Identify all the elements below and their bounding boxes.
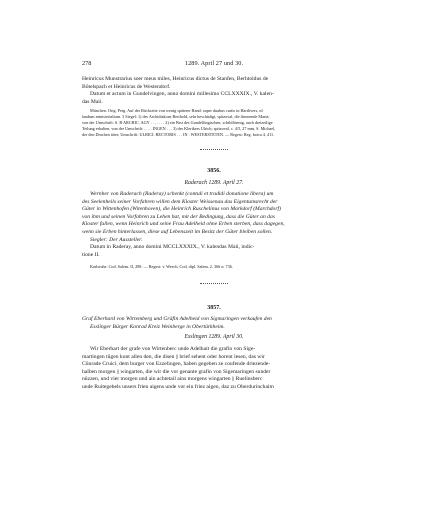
document-number: 3856. bbox=[207, 168, 221, 174]
place-date: Esslingen 1289. April 30. bbox=[184, 334, 244, 340]
separator-rule bbox=[200, 149, 228, 150]
regest-line: Güter in Wittenhofen (Witenhoven), die Heinrich Ruschelinus von Markdorf (Marchdorf) bbox=[82, 206, 281, 213]
regest bbox=[82, 191, 352, 259]
separator-rule bbox=[200, 283, 228, 284]
note-line: laudum ministerialium. 3 Siegel: 1) des Archidiakons Berthold, sehr beschädigt, spitzoval, die thronende Maria; bbox=[82, 114, 270, 119]
text-line: martingen tûgen kunt allen den, die disen || brief sehent oder horent lesen, das wir bbox=[82, 353, 265, 360]
text-line: das Maii. bbox=[82, 98, 103, 105]
regest-line: wenn sie Erben hinterlassen, diese auf Lebenszeit im Besitz der Güter bleiben sollen. bbox=[82, 228, 273, 235]
text-line: Heinricus Munstrarius soer meus miles, Heinricus dictus de Stanfen, Berhtoldus de bbox=[82, 76, 269, 82]
note-line: der den Drachen tötet; Umschrift: ULRICI. RECTORIS . . . IN . WESTERSTETEN. — Regest: Reg. boica 4, 411. bbox=[82, 132, 275, 137]
place-date: Raderach 1289. April 27. bbox=[184, 180, 244, 186]
text-line: nûzzen, und vier morgen und ain achtetail ains morgens wingarten || Ruelinsberc bbox=[82, 376, 263, 383]
regest-line: von ihm und seinen Vorfahren zu Lehen hat, mit der Bedingung, dass die Güter an das bbox=[82, 213, 275, 220]
header-title: 1289. April 27 und 30. bbox=[184, 60, 244, 67]
note-line: von der Umschrift: S. B ARCHIC. AGY . . . . . . . 2) ein Brst des Gundelfingischen, schildförmig, auch dreizeilige bbox=[82, 120, 273, 125]
page-number: 278 bbox=[82, 60, 92, 67]
document-text bbox=[82, 346, 352, 392]
note-line: Teilung erhalten, von der Umschrift: . . . . INGEN . . . 3) des Klerikers Ulrich; spitzoval, c. 4/5, 27 mm, S. Michael, bbox=[82, 126, 276, 131]
regest-line: Graf Eberhard von Wirtemberg und Gräfin Adelheid von Sigmaringen verkaufen den bbox=[82, 316, 272, 322]
seal-line: Siegler: Der Aussteller. bbox=[90, 236, 143, 243]
previous-document-note bbox=[82, 108, 352, 138]
regest-line: Wernher von Raderach (Raderay) schenkt (contuli et tradidi donatione libera) um bbox=[90, 191, 274, 197]
text-line: unde Ruitegebels unsers frien aigens unde vor ein friez aigen, daz zu Oberdurinchaim bbox=[82, 383, 274, 390]
dating-line: Datum in Raderay, anno domini MCCLXXXIX., V. kalendas Maii, indic- bbox=[90, 244, 255, 251]
text-line: halben morgen || wingarten, die wir die vor genante grafin von Sigemaringen sunder bbox=[82, 368, 271, 375]
regest-line: Esslinger Bürger Konrad Kreiz Weinberge in Obertürkheim. bbox=[90, 323, 225, 330]
source-note bbox=[82, 264, 352, 270]
running-header bbox=[0, 60, 428, 70]
text-line: Wir Eberhart der grafe von Wirtenberc unde Adelhait die grafin von Sige- bbox=[90, 346, 256, 352]
dating-line: tione II. bbox=[82, 251, 100, 258]
text-line: Cûnrade Cruici, dem burger von Ezzelingen, haben gegeben ze coufende driezende- bbox=[82, 361, 271, 368]
note-line: München. Orig. Perg. Auf der Rückseite von wenig späterer Hand: super duabus curiis in Hartlivers, nl bbox=[90, 108, 263, 113]
previous-document-ending bbox=[82, 76, 352, 106]
regest-line: Kloster fallen, wenn Heinrich und seine Frau Adelheid ohne Erben sterben, dass dagegen, bbox=[82, 221, 285, 228]
text-line: Bötelspach et Heinricus de Westendorf. bbox=[82, 83, 171, 90]
note-line: Karlsruhe. Cod. Salem. II, 289. — Regest: v. Weech, Cod. dipl. Salem. 2, 366 n. 736. bbox=[90, 264, 233, 269]
document-number: 3857. bbox=[207, 305, 221, 311]
regest-line: des Seelenheils seiner Vorfahren willen dem Kloster Weissenau das Eigentumsrecht der bbox=[82, 198, 278, 205]
regest bbox=[82, 316, 352, 331]
text-line: Datum et actum in Gundelvingen, anno domini millesimo CCLXXXIX., V. kalen- bbox=[90, 91, 274, 98]
